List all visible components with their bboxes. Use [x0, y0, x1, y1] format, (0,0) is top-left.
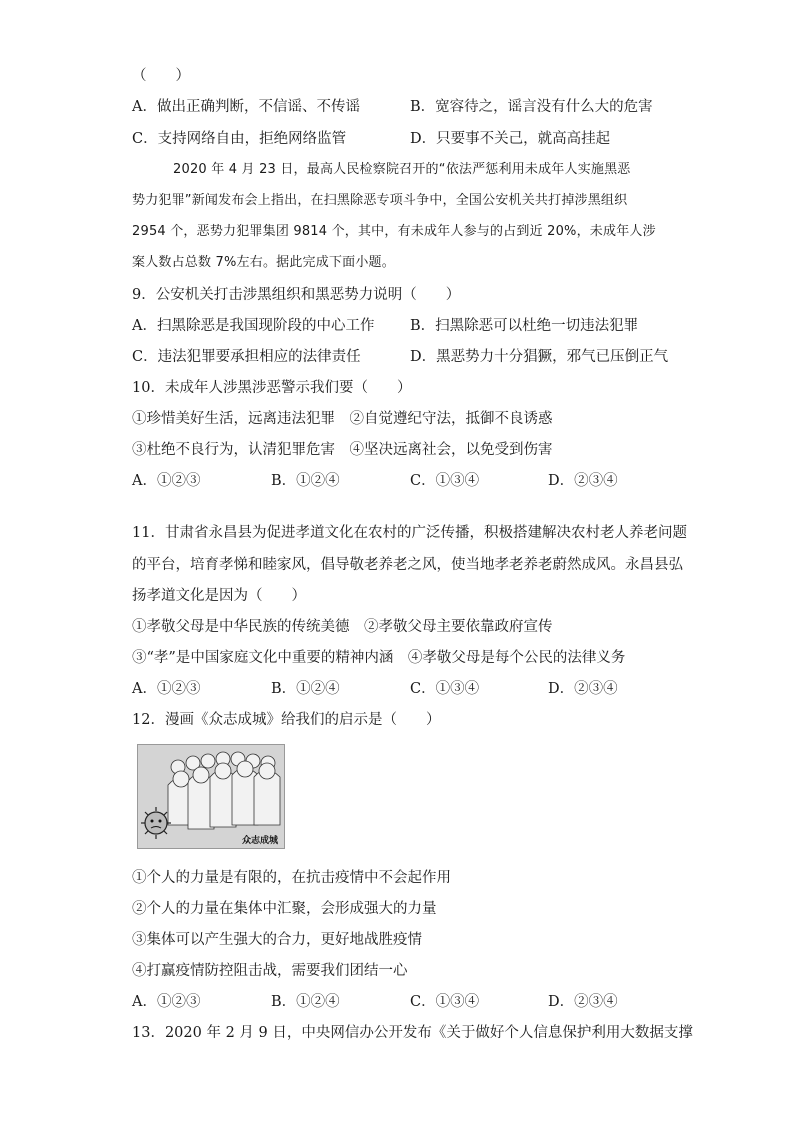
q12-option-b[interactable]: B．①②④ [271, 994, 340, 1010]
q9-option-a[interactable]: A．扫黑除恶是我国现阶段的中心工作 [132, 318, 375, 334]
cartoon-caption: 众志成城 [241, 836, 278, 846]
q11-option-c[interactable]: C．①③④ [410, 681, 480, 697]
q13-stem-1: 13．2020 年 2 月 9 日，中央网信办公开发布《关于做好个人信息保护利用大数据支撑 [132, 1025, 693, 1041]
q10-statements-1: ①珍惜美好生活，远离违法犯罪 ②自觉遵纪守法，抵御不良诱惑 [132, 411, 553, 427]
cartoon-image [137, 744, 285, 849]
q11-stem-1: 11．甘肃省永昌县为促进孝道文化在农村的广泛传播，积极搭建解决农村老人养老问题 [132, 525, 687, 541]
q10-option-c[interactable]: C．①③④ [410, 473, 480, 489]
q12-option-c[interactable]: C．①③④ [410, 994, 480, 1010]
q10-stem: 10．未成年人涉黑涉恶警示我们要（ ） [132, 380, 412, 396]
q12-statement-1: ①个人的力量是有限的，在抗击疫情中不会起作用 [132, 870, 451, 886]
q12-option-d[interactable]: D．②③④ [548, 994, 618, 1010]
q8-stem-tail: （ ） [132, 68, 190, 84]
q11-option-a[interactable]: A．①②③ [132, 681, 201, 697]
passage-line-1: 2020 年 4 月 23 日，最高人民检察院召开的“依法严惩利用未成年人实施黑恶 [173, 162, 631, 177]
q11-option-d[interactable]: D．②③④ [548, 681, 618, 697]
q12-statement-2: ②个人的力量在集体中汇聚，会形成强大的力量 [132, 901, 437, 917]
q11-stem-2: 的平台，培育孝悌和睦家风，倡导敬老养老之风，使当地孝老养老蔚然成风。永昌县弘 [132, 557, 683, 573]
passage-line-3: 2954 个，恶势力犯罪集团 9814 个，其中，有未成年人参与的占到近 20%，未成年人涉 [132, 224, 656, 239]
q11-option-b[interactable]: B．①②④ [271, 681, 340, 697]
passage-line-2: 势力犯罪”新闻发布会上指出，在扫黑除恶专项斗争中，全国公安机关共打掉涉黑组织 [132, 193, 628, 208]
q10-option-b[interactable]: B．①②④ [271, 473, 340, 489]
q9-option-b[interactable]: B．扫黑除恶可以杜绝一切违法犯罪 [410, 318, 639, 334]
q11-statements-2: ③“孝”是中国家庭文化中重要的精神内涵 ④孝敬父母是每个公民的法律义务 [132, 650, 626, 666]
q10-statements-2: ③杜绝不良行为，认清犯罪危害 ④坚决远离社会，以免受到伤害 [132, 442, 553, 458]
q12-statement-4: ④打赢疫情防控阻击战，需要我们团结一心 [132, 963, 408, 979]
q11-stem-3: 扬孝道文化是因为（ ） [132, 588, 306, 604]
q9-option-d[interactable]: D．黑恶势力十分猖獗，邪气已压倒正气 [410, 349, 669, 365]
q12-option-a[interactable]: A．①②③ [132, 994, 201, 1010]
q8-option-c[interactable]: C．支持网络自由，拒绝网络监管 [132, 131, 347, 147]
q8-option-b[interactable]: B．宽容待之，谣言没有什么大的危害 [410, 99, 653, 115]
q10-option-d[interactable]: D．②③④ [548, 473, 618, 489]
q12-statement-3: ③集体可以产生强大的合力，更好地战胜疫情 [132, 932, 422, 948]
q9-stem: 9．公安机关打击涉黑组织和黑恶势力说明（ ） [132, 287, 461, 303]
q10-option-a[interactable]: A．①②③ [132, 473, 201, 489]
q12-stem: 12．漫画《众志成城》给我们的启示是（ ） [132, 712, 441, 728]
q9-option-c[interactable]: C．违法犯罪要承担相应的法律责任 [132, 349, 361, 365]
q8-option-a[interactable]: A．做出正确判断，不信谣、不传谣 [132, 99, 360, 115]
q8-option-d[interactable]: D．只要事不关己，就高高挂起 [410, 131, 611, 147]
q11-statements-1: ①孝敬父母是中华民族的传统美德 ②孝敬父母主要依靠政府宣传 [132, 619, 553, 635]
passage-line-4: 案人数占总数 7%左右。据此完成下面小题。 [132, 255, 395, 270]
